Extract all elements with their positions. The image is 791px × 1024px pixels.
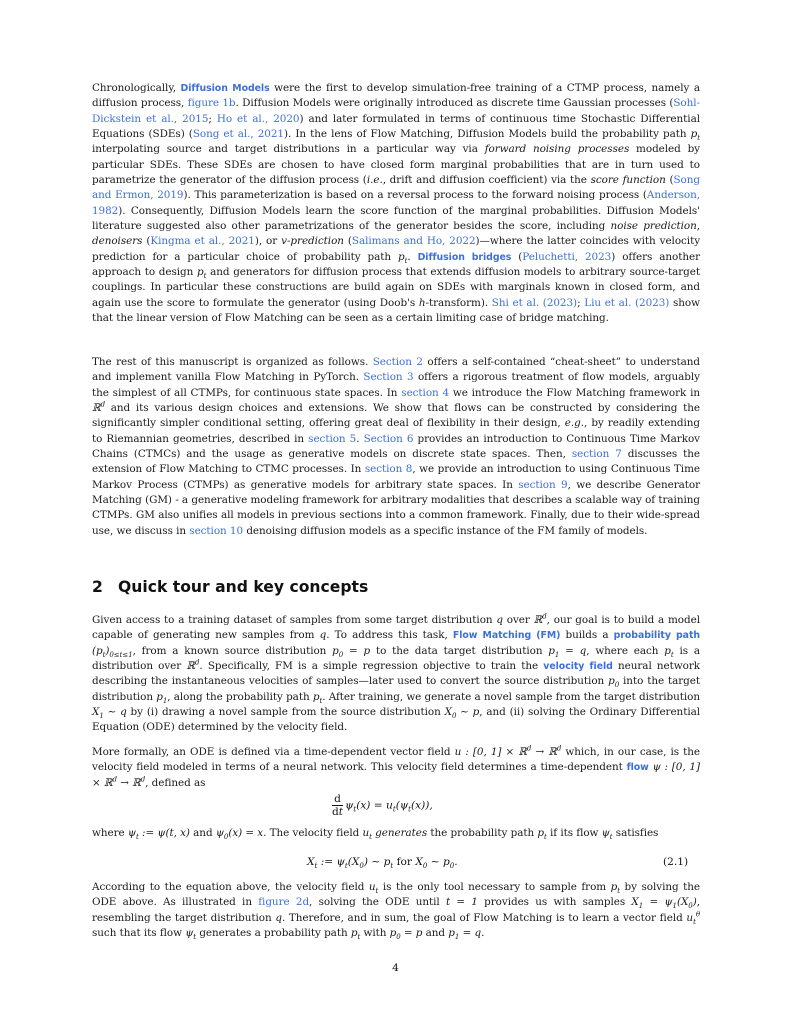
- keyword-probability-path: probability path: [613, 630, 701, 642]
- keyword-velocity-field: velocity field: [543, 661, 613, 673]
- keyword-flow-matching: Flow Matching (FM): [452, 630, 561, 642]
- ref-section-3[interactable]: Section 3: [363, 371, 414, 384]
- ref-figure-1b[interactable]: figure 1b: [187, 97, 236, 110]
- paragraph-goal: According to the equation above, the velocity field $u_t$ is the only tool necessary to sample from $p_t$ by solving the ODE above. As illustrated in figure 2d, solving the ODE until t = 1 provides us with samples $X_1 = \psi_1(X_0)$, resembling the target distribution q. Therefore, and in sum, the goal of Flow Matching is to learn a vector field $u_t^\theta$ such that its flow $\psi_t$ generates a probability path $p_t$ with $p_0 = p$ and $p_1 = q$.: [92, 881, 701, 942]
- keyword-diffusion-bridges: Diffusion bridges: [417, 251, 512, 263]
- ref-section-10[interactable]: section 10: [189, 524, 244, 537]
- cite-salimans-ho[interactable]: Salimans and Ho, 2022: [351, 235, 476, 248]
- cite-shi[interactable]: Shi et al. (2023): [491, 296, 578, 309]
- cite-kingma[interactable]: Kingma et al., 2021: [150, 235, 255, 248]
- paragraph-quick-tour: Given access to a training dataset of samples from some target distribution q over ℝ$^d$, our goal is to build a model capable of generating new samples from q. To address this task, Flow Matching (FM) builds a probability path $(p_t)_{0\le t\le 1}$, from a known source distribution $p_0 = p$ to the data target distribution $p_1 = q$, where each $p_t$ is a distribution over ℝ$^d$. Specifically, FM is a simple regression objective to train the velocity field neural network describing the instantaneous velocities of samples—later used to convert the source distribution $p_0$ into the target distribution $p_1$, along the probability path $p_t$. After training, we generate a novel sample from the target distribution $X_1$ ∼ q by (i) drawing a novel sample from the source distribution $X_0$ ∼ p, and (ii) solving the Ordinary Differential Equation (ODE) determined by the velocity field.: [92, 612, 701, 734]
- ref-section-6[interactable]: Section 6: [363, 432, 414, 445]
- paragraph-ode-definition: More formally, an ODE is defined via a time-dependent vector field u : [0, 1] × ℝ$^d$ → ℝ$^d$ which, in our case, is the velocity field modeled in terms of a neural network. This velocity field determines a time-dependent flow ψ : [0, 1] × ℝ$^d$ → ℝ$^d$, defined as: [92, 744, 701, 789]
- equation-2-1: $X_t$ := $\psi_t(X_0)$ ∼ $p_t$ for $X_0$ ∼ $p_0$.: [307, 856, 458, 871]
- keyword-flow: flow: [626, 762, 649, 774]
- section-title: Quick tour and key concepts: [118, 578, 369, 596]
- keyword-diffusion-models: Diffusion Models: [180, 83, 270, 94]
- section-heading: [92, 578, 700, 596]
- cite-peluchetti[interactable]: Peluchetti, 2023: [522, 250, 612, 263]
- ref-figure-2d[interactable]: figure 2d: [258, 896, 310, 909]
- paragraph-generates: where $\psi_t$ := ψ(t, x) and $\psi_0(x) = x$. The velocity field $u_t$ generates the probability path $p_t$ if its flow $\psi_t$ satisfies: [92, 827, 659, 842]
- section-number: 2: [92, 578, 103, 596]
- equation-flow-ode: $\frac{d}{dt}$ $\psi_t(x) = u_t(\psi_t(x))$,: [332, 793, 433, 818]
- ref-section-4[interactable]: section 4: [401, 386, 450, 399]
- ref-section-7[interactable]: section 7: [571, 448, 622, 461]
- cite-song-2021[interactable]: Song et al., 2021: [192, 128, 284, 141]
- ref-section-5[interactable]: section 5: [308, 432, 357, 445]
- ref-section-8[interactable]: section 8: [364, 463, 413, 476]
- equation-number: (2.1): [663, 856, 689, 868]
- ref-section-9[interactable]: section 9: [518, 478, 568, 491]
- cite-song-ermon[interactable]: Song and Ermon, 2019: [92, 174, 700, 202]
- cite-ho[interactable]: Ho et al., 2020: [216, 112, 300, 125]
- cite-sohl-dickstein[interactable]: Sohl-Dickstein et al., 2015: [92, 97, 700, 125]
- paragraph-diffusion-models: Chronologically, Diffusion Models were the first to develop simulation-free training of a CTMP process, namely a diffusion process, figure 1b. Diffusion Models were originally introduced as discrete time Gaussian processes (Sohl-Dickstein et al., 2015; Ho et al., 2020) and later formulated in terms of continuous time Stochastic Differential Equations (SDEs) (Song et al., 2021). In the lens of Flow Matching, Diffusion Models build the probability path $p_t$ interpolating source and target distributions in a particular way via forward noising processes modeled by particular SDEs. These SDEs are chosen to have closed form marginal probabilities that are in turn used to parametrize the generator of the diffusion process (i.e., drift and diffusion coefficient) via the score function (Song and Ermon, 2019). This parameterization is based on a reversal process to the forward noising process (Anderson, 1982). Consequently, Diffusion Models learn the score function of the marginal probabilities. Diffusion Models' literature suggested also other parametrizations of the generator besides the score, including noise prediction, denoisers (Kingma et al., 2021), or v-prediction (Salimans and Ho, 2022)—where the latter coincides with velocity prediction for a particular choice of probability path $p_t$. Diffusion bridges (Peluchetti, 2023) offers another approach to design $p_t$ and generators for diffusion process that extends diffusion models to arbitrary source-target couplings. In particular these constructions are build again on SDEs with marginals known in closed form, and again use the score to formulate the generator (using Doob's h-transform). Shi et al. (2023); Liu et al. (2023) show that the linear version of Flow Matching can be seen as a certain limiting case of bridge matching.: [92, 82, 701, 325]
- page-number: 4: [392, 962, 399, 974]
- paragraph-manuscript-outline: The rest of this manuscript is organized as follows. Section 2 offers a self-contained “cheat-sheet” to understand and implement vanilla Flow Matching in PyTorch. Section 3 offers a rigorous treatment of flow models, arguably the simplest of all CTMPs, for continuous state spaces. In section 4 we introduce the Flow Matching framework in ℝ$^d$ and its various design choices and extensions. We show that flows can be constructed by considering the significantly simpler conditional setting, offering great deal of flexibility in their design, e.g., by readily extending to Riemannian geometries, described in section 5. Section 6 provides an introduction to Continuous Time Markov Chains (CTMCs) and the usage as generative models on discrete state spaces. Then, section 7 discusses the extension of Flow Matching to CTMC processes. In section 8, we provide an introduction to using Continuous Time Markov Process (CTMPs) as generative models for arbitrary state spaces. In section 9, we describe Generator Matching (GM) - a generative modeling framework for arbitrary modalities that describes a scalable way of training CTMPs. GM also unifies all models in previous sections into a common framework. Finally, due to their wide-spread use, we discuss in section 10 denoising diffusion models as a specific instance of the FM family of models.: [92, 356, 701, 537]
- cite-anderson[interactable]: Anderson, 1982: [92, 189, 700, 217]
- ref-section-2[interactable]: Section 2: [372, 356, 423, 368]
- cite-liu[interactable]: Liu et al. (2023): [584, 296, 670, 309]
